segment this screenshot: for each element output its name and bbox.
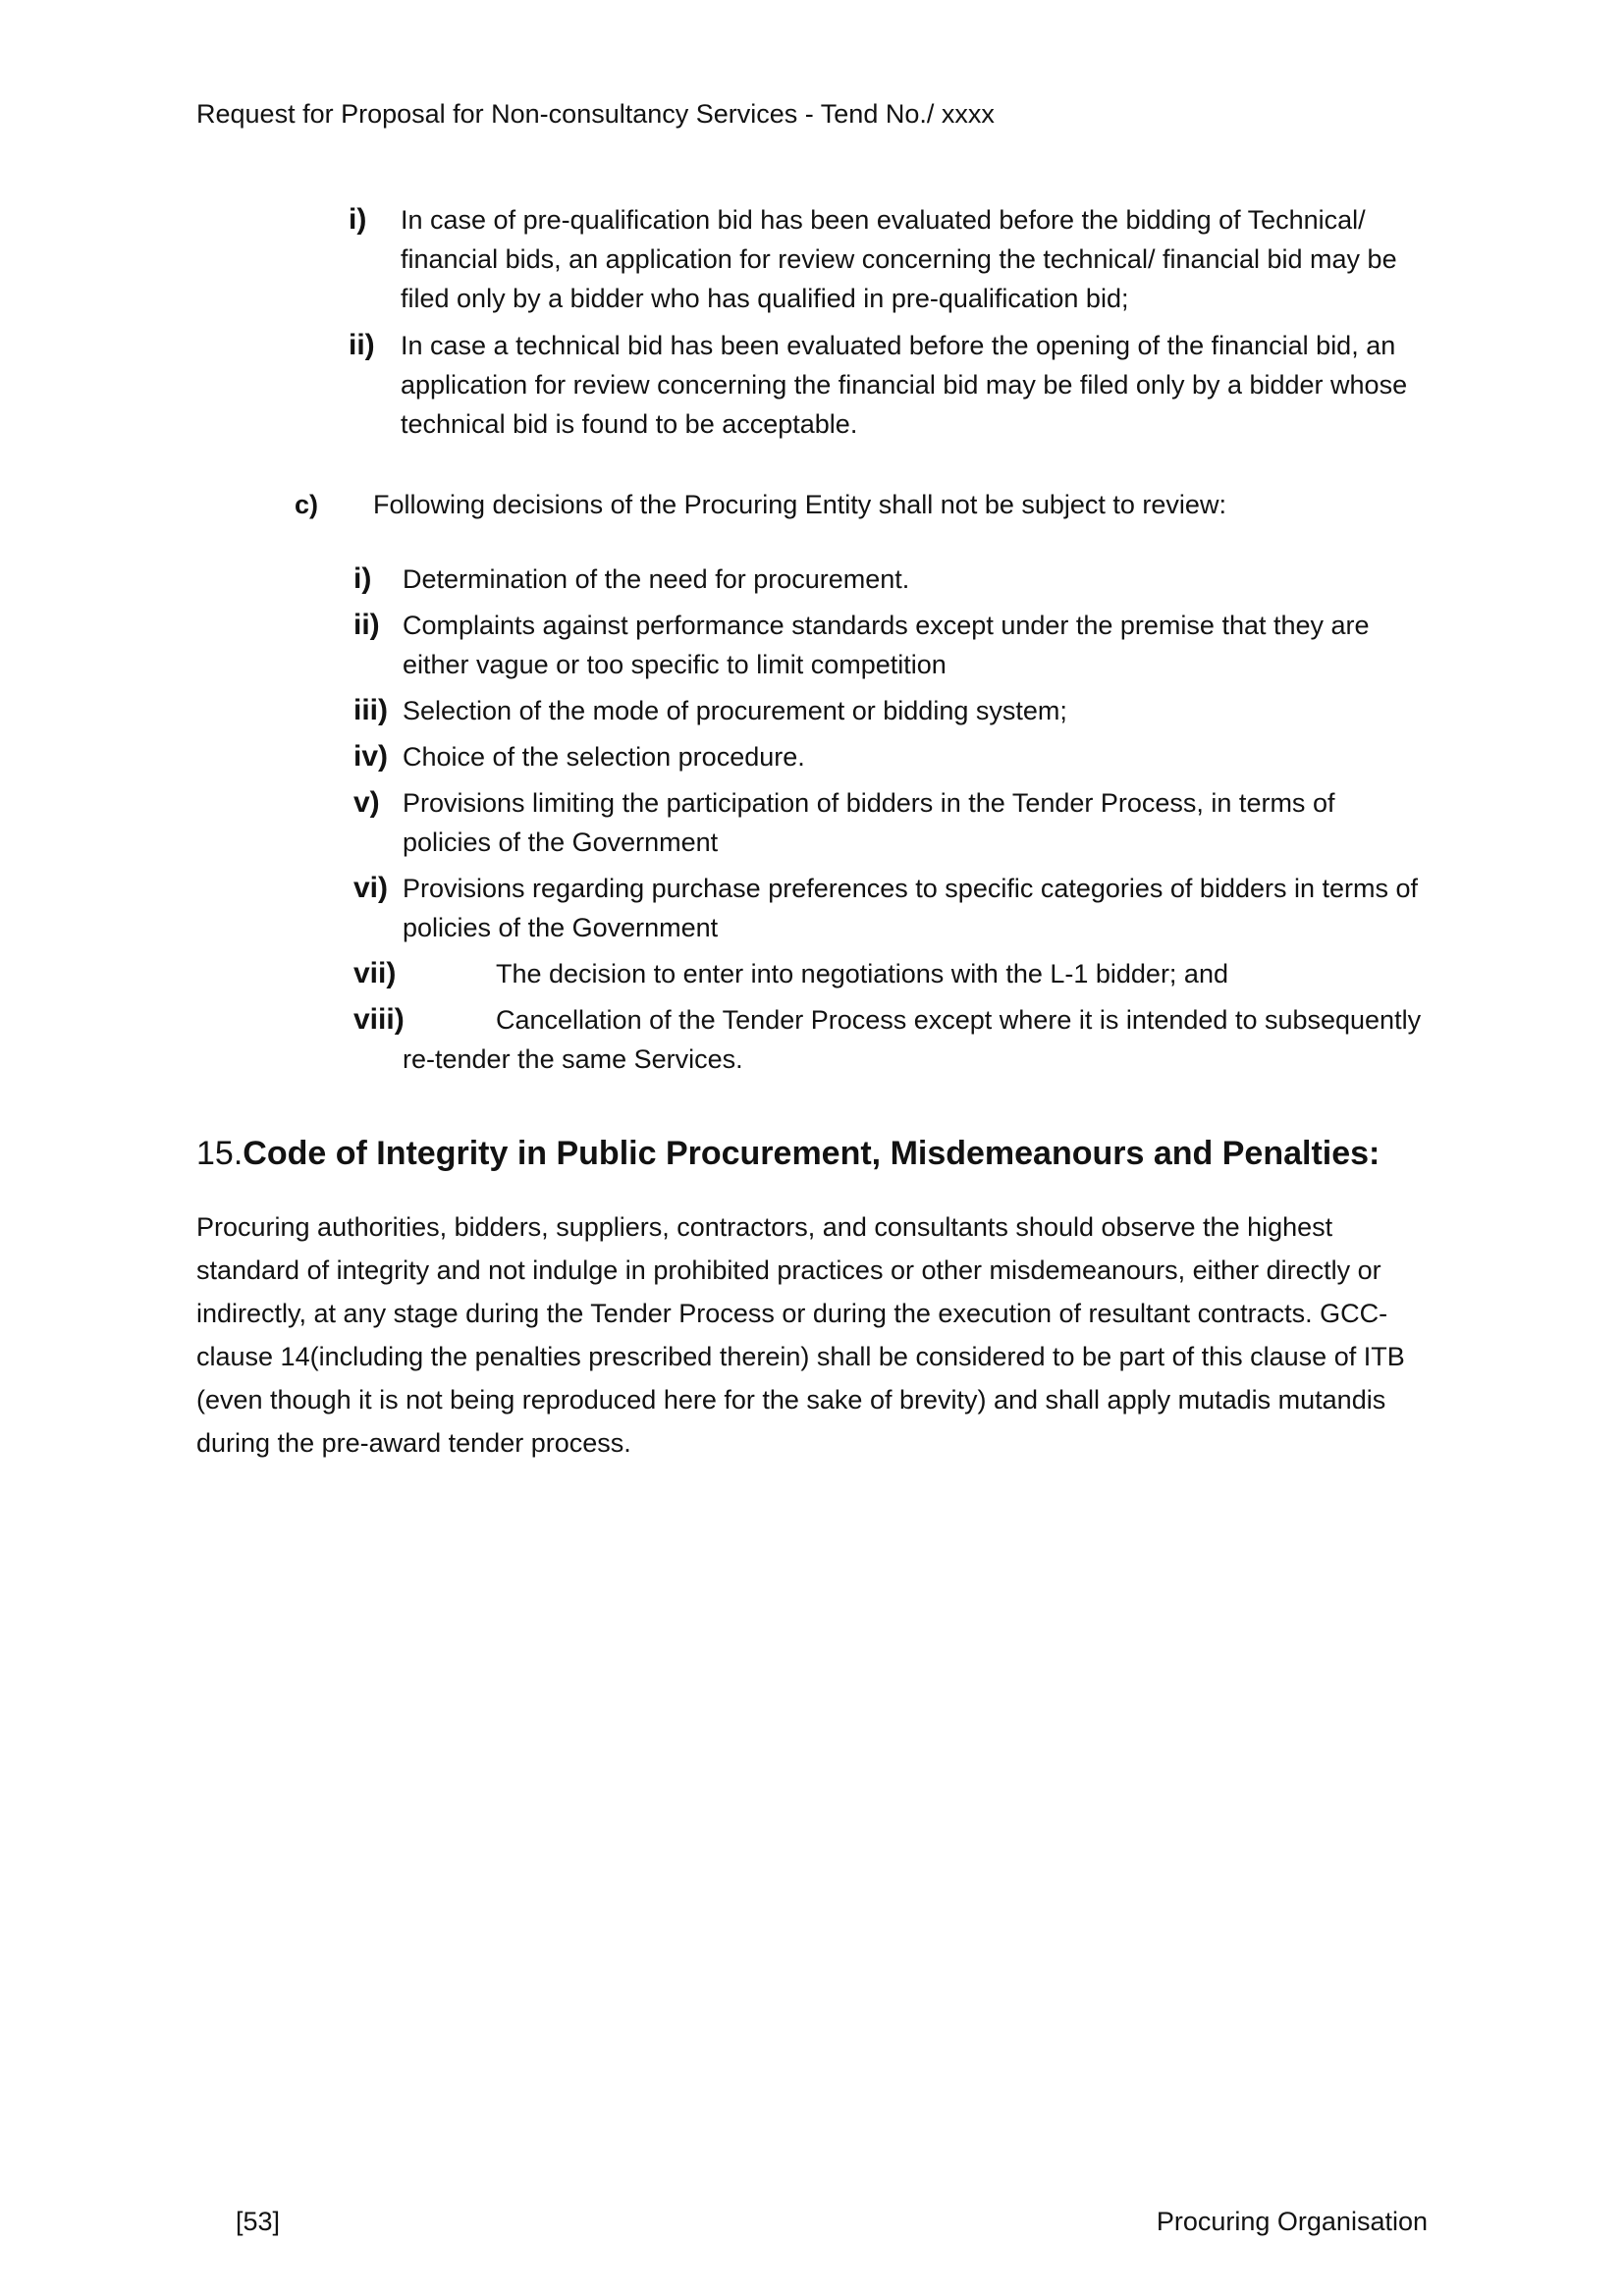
list-item-text: Provisions limiting the participation of bidders in the Tender Process, in terms of policies of the Government	[403, 788, 1335, 857]
list-marker: vi)	[353, 872, 389, 904]
page-footer	[196, 2202, 1428, 2241]
list-marker: viii)	[353, 1003, 405, 1036]
page-header	[196, 94, 1428, 133]
list-item-text: Determination of the need for procurement.	[403, 564, 910, 594]
list-marker: i)	[349, 203, 367, 236]
list-item	[353, 606, 1428, 684]
clause-c-row	[295, 485, 1428, 524]
list-marker: iii)	[353, 694, 388, 726]
header-title: Request for Proposal for Non-consultancy Services - Tend No./ xxxx	[196, 99, 995, 129]
list-marker: ii)	[349, 329, 375, 361]
page-number: [53]	[236, 2207, 281, 2236]
list-marker: i)	[353, 562, 372, 595]
list-item	[353, 783, 1428, 862]
list-marker: vii)	[353, 957, 397, 989]
list-marker: v)	[353, 786, 380, 819]
list-item-text: In case a technical bid has been evaluated before the opening of the financial bid, an application for review concerning the financial bid may be filed only by a bidder whose technical bid is found to be acceptable.	[401, 331, 1408, 439]
non-reviewable-decisions-list	[196, 560, 1428, 1086]
list-item	[353, 560, 1428, 599]
clause-c-marker: c)	[295, 490, 319, 519]
list-item-text: Cancellation of the Tender Process except where it is intended to subsequently re-tender the same Services.	[403, 1005, 1422, 1074]
list-marker: ii)	[353, 609, 380, 641]
list-item	[353, 691, 1428, 730]
section-15-paragraph: Procuring authorities, bidders, suppliers, contractors, and consultants should observe the highest standard of integrity and not indulge in prohibited practices or other misdemeanours, either directly or indirectly, at any stage during the Tender Process or during the execution of resultant contracts. GCC-clause 14(including the penalties prescribed therein) shall be considered to be part of this clause of ITB (even though it is not being reproduced here for the sake of brevity) and shall apply mutadis mutandis during the pre-award tender process.	[196, 1212, 1405, 1458]
prequalification-review-list	[196, 200, 1428, 452]
list-item-text: Complaints against performance standards except under the premise that they are either vague or too specific to limit competition	[403, 611, 1370, 679]
list-marker: iv)	[353, 740, 389, 773]
list-item-text: The decision to enter into negotiations with the L-1 bidder; and	[496, 959, 1228, 988]
list-item-text: Provisions regarding purchase preferences to specific categories of bidders in terms of policies of the Government	[403, 874, 1419, 942]
section-15-heading	[196, 1131, 1428, 1176]
list-item	[353, 954, 1428, 993]
list-item	[349, 326, 1428, 444]
list-item	[353, 1000, 1428, 1079]
footer-organisation: Procuring Organisation	[1156, 2207, 1428, 2236]
list-item-text: Selection of the mode of procurement or bidding system;	[403, 696, 1067, 725]
section-number: 15.	[196, 1135, 244, 1172]
section-title: Code of Integrity in Public Procurement, Misdemeanours and Penalties:	[243, 1135, 1380, 1172]
list-item	[349, 200, 1428, 318]
list-item	[353, 737, 1428, 776]
list-item	[353, 869, 1428, 947]
list-item-text: In case of pre-qualification bid has been evaluated before the bidding of Technical/ financial bids, an application for review concerning the technical/ financial bid may be filed only by a bidder who has qualified in pre-qualification bid;	[401, 205, 1397, 313]
list-item-text: Choice of the selection procedure.	[403, 742, 805, 772]
clause-c-text: Following decisions of the Procuring Entity shall not be subject to review:	[373, 490, 1226, 519]
